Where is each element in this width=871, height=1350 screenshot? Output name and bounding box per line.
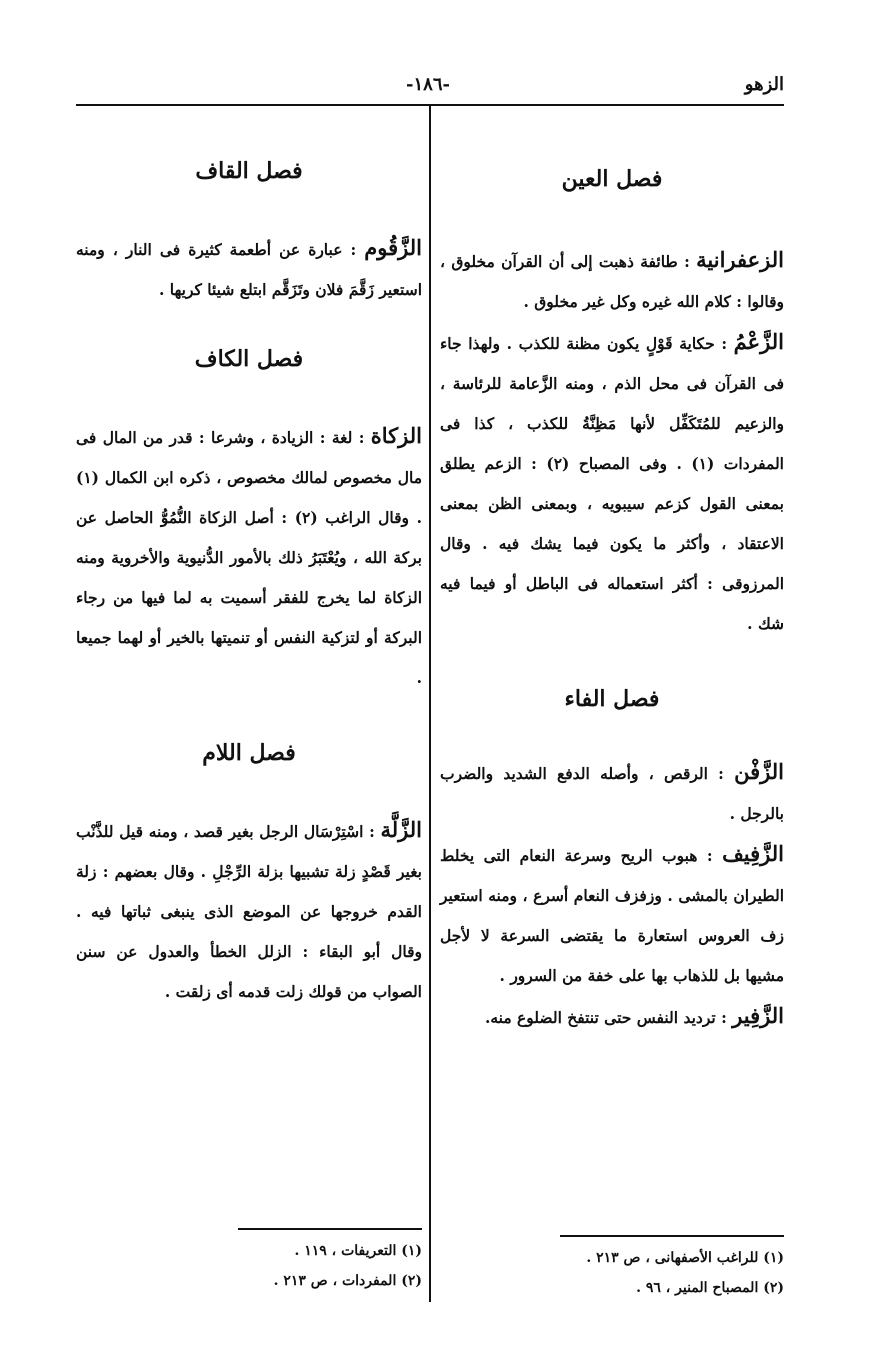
entry-zafn xyxy=(440,752,784,834)
entry-text: : حكاية قَوْلٍ يكون مظنة للكذب . ولهذا جاء فى القرآن فى محل الذم ، ومنه الزَّعامة للرئاسة ، والزعيم للمُتَكَفِّل لأنها مَظِنَّةُ للكذب ، كذا فى المفردات (١) . وفى المصباح (٢) : الزعم يطلق بمعنى القول كزعم سيبويه ، وبمعنى الظن بمعنى الاعتقاد ، وأكثر ما يكون فيما يشك فيه . وقال المرزوقى : أكثر استعماله فى الباطل أو فيما فيه شك . xyxy=(440,334,784,633)
entry-zaam xyxy=(440,322,784,644)
footnotes-left xyxy=(238,1228,422,1296)
left-column xyxy=(76,150,422,1012)
section-heading-ain: فصل العين xyxy=(561,166,663,192)
headword: الزَّفْن xyxy=(734,759,784,784)
page-header xyxy=(76,74,784,104)
entry-zafir xyxy=(440,996,784,1038)
footnote-rule xyxy=(560,1235,784,1237)
footnotes-right xyxy=(560,1235,784,1303)
headword: الزكاة xyxy=(370,423,422,448)
right-column xyxy=(440,150,784,1038)
entry-zaqqum xyxy=(76,228,422,310)
entry-text: : هبوب الريح وسرعة النعام التى يخلط الطيران بالمشى . وزفزف النعام أسرع ، ومنه استعير زف العروس استعارة ما يقتضى السرعة لا لأجل مشيها بل للذهاب بها على خفة من السرور . xyxy=(440,846,784,985)
footnote-2: (٢) المصباح المنير ، ٩٦ . xyxy=(636,1280,784,1296)
section-heading-kaf: فصل الكاف xyxy=(194,346,304,372)
entry-text: : طائفة ذهبت إلى أن القرآن مخلوق ، وقالوا : كلام الله غيره وكل غير مخلوق . xyxy=(440,252,784,311)
headword: الزَّلَّة xyxy=(380,817,422,842)
footnote-1: (١) للراغب الأصفهانى ، ص ٢١٣ . xyxy=(586,1250,784,1266)
entry-zafaraniyya xyxy=(440,240,784,322)
entry-text: : اسْتِرْسَال الرجل بغير قصد ، ومنه قيل للذَّنْب بغير قَصْدٍ زلة تشبيها بزلة الرِّجْلِ . وقال بعضهم : زلة القدم خروجها عن الموضع الذى ينبغى ثباتها فيه . وقال أبو البقاء : الزلل الخطأ والعدول عن سنن الصواب من قولك زلت قدمه أى زلقت . xyxy=(76,822,422,1001)
headword: الزَّفِير xyxy=(732,1003,784,1028)
footnote-2: (٢) المفردات ، ص ٢١٣ . xyxy=(273,1273,422,1289)
entry-zalla xyxy=(76,810,422,1012)
entry-text: : عبارة عن أطعمة كثيرة فى النار ، ومنه استعير زَقَّمَ فلان وتَزَقَّم ابتلع شيئا كريها . xyxy=(76,240,422,299)
headword: الزَّقُوم xyxy=(364,235,422,260)
section-heading-qaf: فصل القاف xyxy=(195,158,303,184)
headword: الزَّفِيف xyxy=(722,841,784,866)
footnote-rule xyxy=(238,1228,422,1230)
entry-zakat xyxy=(76,416,422,698)
page-number: -١٨٦- xyxy=(406,74,450,95)
column-divider xyxy=(429,106,431,1302)
entry-text: : ترديد النفس حتى تنتفخ الضلوع منه. xyxy=(484,1008,733,1027)
entry-zafif xyxy=(440,834,784,996)
entry-text: : الرقص ، وأصله الدفع الشديد والضرب بالرجل . xyxy=(440,764,784,823)
headword: الزعفرانية xyxy=(696,247,784,272)
headword: الزَّعْمُ xyxy=(733,329,784,354)
running-title: الزهو xyxy=(744,74,784,95)
footnote-1: (١) التعريفات ، ١١٩ . xyxy=(294,1243,422,1259)
entry-text: : لغة : الزيادة ، وشرعا : قدر من المال فى مال مخصوص لمالك مخصوص ، ذكره ابن الكمال (١) . وقال الراغب (٢) : أصل الزكاة النُّمُوُّ الحاصل عن بركة الله ، ويُعْتَبَرُ ذلك بالأمور الدُّنيوية والأخروية ومنه الزكاة لما يخرج للفقر أسميت به لما فيها من رجاء البركة أو لتزكية النفس أو تنميتها بالخير أو لهما جميعا . xyxy=(76,428,422,687)
section-heading-fa: فصل الفاء xyxy=(564,686,660,712)
section-heading-lam: فصل اللام xyxy=(202,740,296,766)
